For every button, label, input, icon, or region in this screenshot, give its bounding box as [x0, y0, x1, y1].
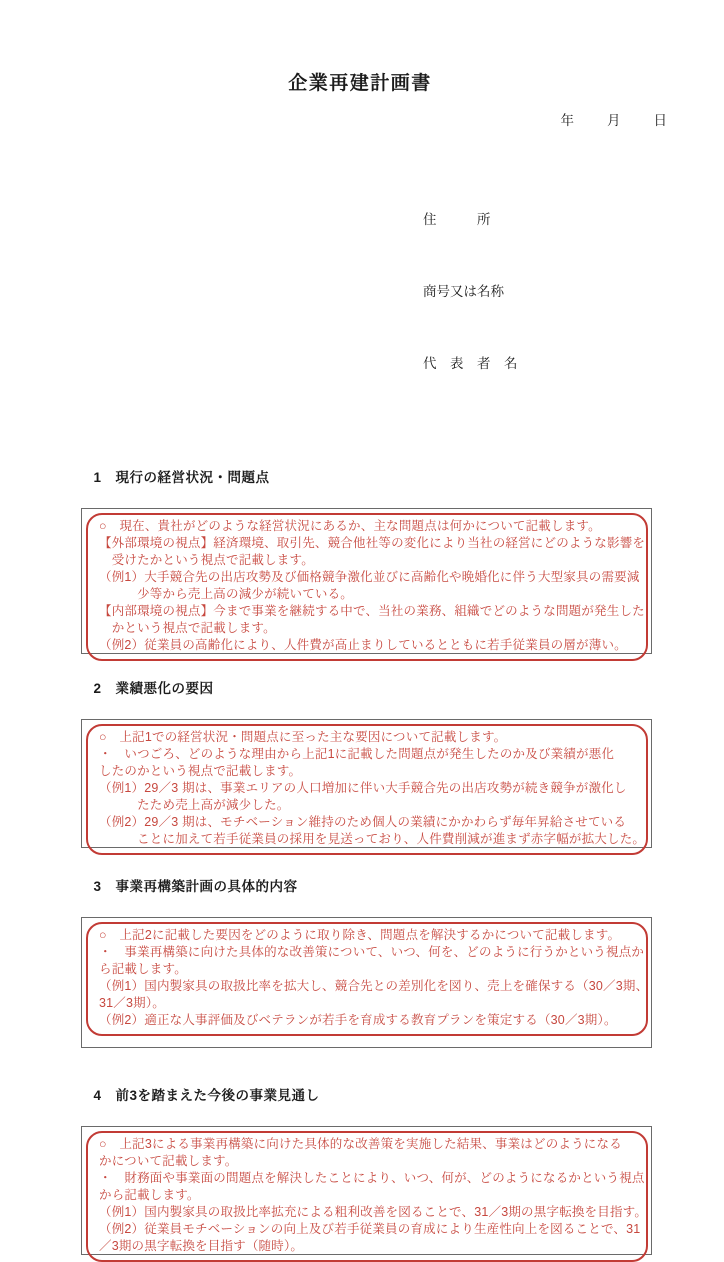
note-line: ・ いつごろ、どのような理由から上記1に記載した問題点が発生したのか及び業績が悪化	[99, 747, 615, 761]
date-line	[68, 112, 667, 129]
section-note-frame	[81, 1126, 652, 1262]
note-line: （例2）従業員モチベーションの向上及び若手従業員の育成により生産性向上を図ることで、31	[99, 1222, 641, 1236]
note-line: ／3期の黒字転換を目指す（随時）。	[99, 1239, 304, 1253]
section	[68, 665, 652, 855]
note-line: ・ 財務面や事業面の問題点を解決したことにより、いつ、何が、どのようになるかという視点	[99, 1171, 645, 1185]
note-line: したのかという視点で記載します。	[99, 764, 302, 778]
company-name-label: 商号又は名称	[423, 284, 504, 299]
note-line: 受けたかという視点で記載します。	[99, 553, 314, 567]
note-line: ○ 上記3による事業再構築に向けた具体的な改善策を実施した結果、事業はどのようになる	[99, 1137, 622, 1151]
note-line: ・ 事業再構築に向けた具体的な改善策について、いつ、何を、どのように行うかという視点か	[99, 945, 645, 959]
section-note-frame	[81, 719, 652, 855]
note-line: 少等から売上高の減少が続いている。	[99, 587, 354, 601]
note-line: （例2）従業員の高齢化により、人件費が高止まりしているとともに若手従業員の層が薄い。	[99, 638, 627, 652]
note-line: 【内部環境の視点】今まで事業を継続する中で、当社の業務、組織でどのような問題が発生した	[99, 604, 645, 618]
section-note-frame	[81, 917, 652, 1036]
section-number: 4	[93, 1088, 102, 1103]
address-label: 住 所	[423, 212, 491, 227]
section	[68, 1072, 652, 1262]
signer-block	[423, 160, 652, 424]
note-line: （例2）適正な人事評価及びベテランが若手を育成する教育プランを策定する（30／3期）。	[99, 1013, 617, 1027]
date-month-label: 月	[607, 113, 621, 128]
note-line: ○ 上記2に記載した要因をどのように取り除き、問題点を解決するかについて記載します。	[99, 928, 621, 942]
section-heading: 業績悪化の要因	[115, 681, 214, 696]
sections-container	[68, 454, 652, 1262]
note-line: かについて記載します。	[99, 1154, 238, 1168]
date-year-label: 年	[560, 113, 574, 128]
document-title: 企業再建計画書	[288, 73, 432, 94]
section-heading: 前3を踏まえた今後の事業見通し	[115, 1088, 320, 1103]
note-line: たため売上高が減少した。	[99, 798, 290, 812]
representative-name-label: 代 表 者 名	[423, 356, 518, 371]
section-note-box	[86, 724, 648, 855]
section-note-box	[86, 513, 648, 661]
note-line: 31／3期）。	[99, 996, 166, 1010]
section-note-box	[86, 1131, 648, 1262]
date-day-label: 日	[653, 113, 667, 128]
section-heading-row	[68, 454, 652, 502]
section-number: 2	[93, 681, 102, 696]
section-note-frame	[81, 508, 652, 661]
section-note-box	[86, 922, 648, 1036]
section-number: 3	[93, 879, 102, 894]
note-line: （例1）29／3 期は、事業エリアの人口増加に伴い大手競合先の出店攻勢が続き競争が激化し	[99, 781, 627, 795]
note-line: （例1）国内製家具の取扱比率を拡大し、競合先との差別化を図り、売上を確保する（30／3期、	[99, 979, 649, 993]
section-heading-row	[68, 665, 652, 713]
section-heading-row	[68, 1072, 652, 1120]
section	[68, 454, 652, 661]
section	[68, 863, 652, 1036]
note-line: （例2）29／3 期は、モチベーション維持のため個人の業績にかかわらず毎年昇給させている	[99, 815, 627, 829]
note-line: ○ 上記1での経営状況・問題点に至った主な要因について記載します。	[99, 730, 507, 744]
section-heading: 現行の経営状況・問題点	[115, 470, 270, 485]
section-heading-row	[68, 863, 652, 911]
note-line: ○ 現在、貴社がどのような経営状況にあるか、主な問題点は何かについて記載します。	[99, 519, 601, 533]
section-heading: 事業再構築計画の具体的内容	[115, 879, 298, 894]
note-line: ことに加えて若手従業員の採用を見送っており、人件費削減が進まず赤字幅が拡大した。	[99, 832, 646, 846]
section-number: 1	[93, 470, 102, 485]
note-line: 【外部環境の視点】経済環境、取引先、競合他社等の変化により当社の経営にどのような影響を	[99, 536, 646, 550]
note-line: ら記載します。	[99, 962, 187, 976]
note-line: から記載します。	[99, 1188, 200, 1202]
note-line: （例1）国内製家具の取扱比率拡充による粗利改善を図ることで、31／3期の黒字転換を目指す。	[99, 1205, 648, 1219]
note-line: かという視点で記載します。	[99, 621, 276, 635]
note-line: （例1）大手競合先の出店攻勢及び価格競争激化並びに高齢化や晩婚化に伴う大型家具の需要減	[99, 570, 640, 584]
